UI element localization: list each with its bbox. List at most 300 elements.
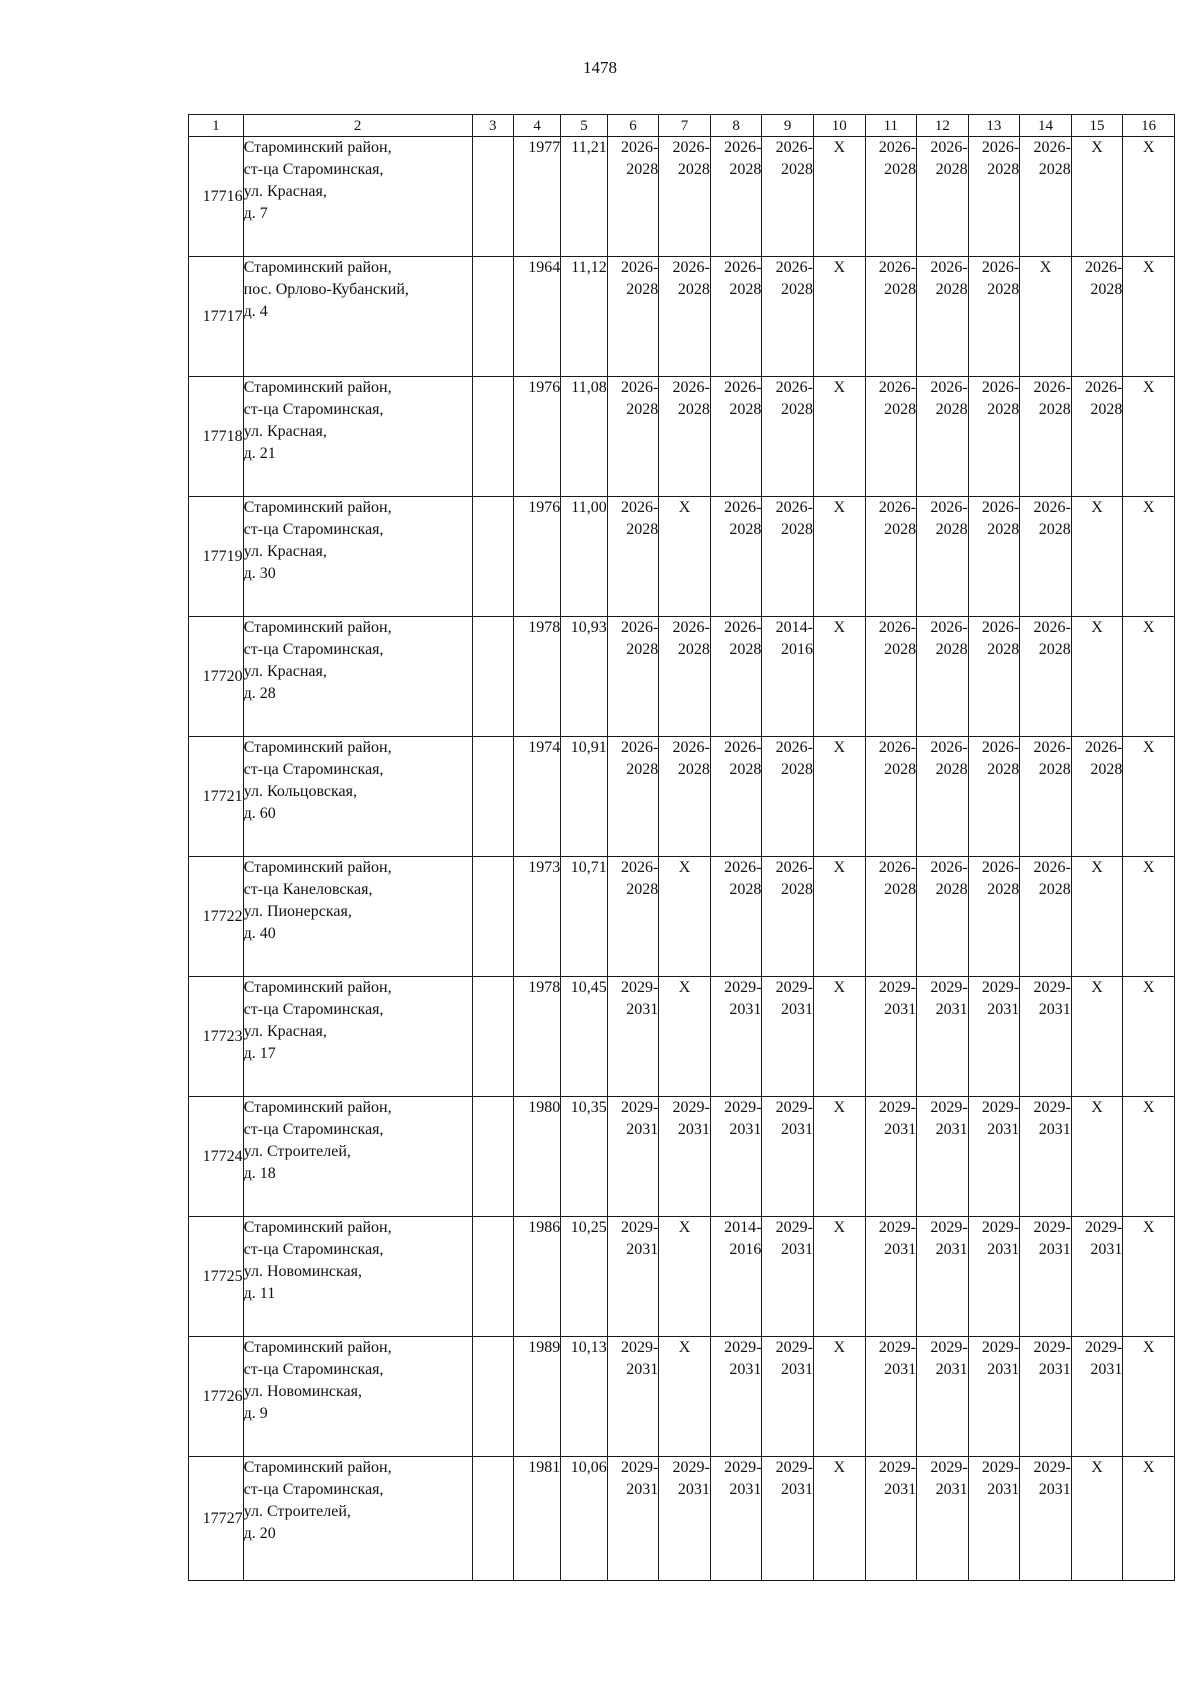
period-line: 2031	[1038, 1481, 1071, 1498]
table-row	[189, 617, 1175, 737]
period-line: 2029-	[775, 1219, 813, 1236]
not-applicable-cell	[813, 737, 865, 857]
x-mark: X	[833, 1339, 846, 1356]
period-cell	[607, 1337, 659, 1457]
period-cell	[607, 377, 659, 497]
period-line: 2026-	[672, 379, 710, 396]
not-applicable-cell	[1123, 977, 1175, 1097]
x-mark: X	[678, 979, 691, 996]
period-line: 2026-	[930, 379, 968, 396]
period-line: 2026-	[930, 499, 968, 516]
header-row	[189, 115, 1175, 137]
address-line: ул. Красная,	[243, 183, 327, 200]
period-cell	[917, 1217, 969, 1337]
period-line: 2026-	[878, 379, 917, 396]
period-cell	[917, 617, 969, 737]
x-mark: X	[833, 1459, 846, 1476]
period-line: 2028	[780, 761, 813, 778]
column-header-6: 6	[607, 115, 659, 137]
row-number: 17719	[189, 497, 244, 617]
column-header-4: 4	[513, 115, 560, 137]
address-line: ст-ца Староминская,	[243, 641, 384, 658]
address-line: д. 17	[243, 1045, 276, 1062]
period-cell	[659, 617, 711, 737]
period-cell	[917, 1097, 969, 1217]
x-mark: X	[1142, 739, 1155, 756]
not-applicable-cell	[813, 1097, 865, 1217]
period-cell	[710, 1217, 762, 1337]
period-line: 2026-	[1033, 619, 1071, 636]
not-applicable-cell	[813, 1337, 865, 1457]
period-line: 2031	[987, 1481, 1020, 1498]
period-line: 2026-	[620, 499, 659, 516]
period-line: 2029-	[724, 1339, 762, 1356]
not-applicable-cell	[1123, 1457, 1175, 1581]
address-cell	[243, 377, 472, 497]
column-3-cell	[472, 1217, 513, 1337]
period-line: 2031	[729, 1481, 762, 1498]
period-cell	[1020, 977, 1072, 1097]
period-line: 2029-	[981, 1099, 1020, 1116]
x-mark: X	[1142, 259, 1155, 276]
period-cell	[710, 857, 762, 977]
period-line: 2029-	[775, 1099, 813, 1116]
row-number: 17722	[189, 857, 244, 977]
period-cell	[865, 497, 917, 617]
period-cell	[710, 1337, 762, 1457]
x-mark: X	[1142, 1339, 1155, 1356]
period-line: 2028	[884, 761, 917, 778]
column-header-8: 8	[710, 115, 762, 137]
not-applicable-cell	[813, 497, 865, 617]
period-cell	[1020, 617, 1072, 737]
period-line: 2026-	[981, 619, 1020, 636]
not-applicable-cell	[1071, 977, 1123, 1097]
x-mark: X	[678, 1219, 691, 1236]
period-line: 2028	[884, 281, 917, 298]
period-line: 2029-	[1033, 1459, 1071, 1476]
not-applicable-cell	[1071, 617, 1123, 737]
period-line: 2031	[884, 1121, 917, 1138]
period-line: 2028	[884, 161, 917, 178]
period-line: 2029-	[775, 1339, 813, 1356]
housing-register-table	[188, 114, 1175, 1581]
not-applicable-cell	[659, 497, 711, 617]
period-line: 2026-	[775, 139, 813, 156]
address-line: д. 21	[243, 445, 276, 462]
table-row	[189, 257, 1175, 377]
period-cell	[917, 737, 969, 857]
not-applicable-cell	[1123, 1337, 1175, 1457]
not-applicable-cell	[1123, 617, 1175, 737]
period-line: 2029-	[620, 979, 659, 996]
period-line: 2028	[677, 281, 710, 298]
address-line: д. 60	[243, 805, 276, 822]
year-cell: 1977	[513, 137, 560, 257]
period-line: 2028	[935, 881, 968, 898]
period-line: 2031	[626, 1361, 659, 1378]
address-cell	[243, 1217, 472, 1337]
period-line: 2028	[729, 161, 762, 178]
period-line: 2028	[780, 401, 813, 418]
period-cell	[659, 377, 711, 497]
column-header-12: 12	[917, 115, 969, 137]
period-line: 2028	[677, 641, 710, 658]
period-cell	[762, 137, 814, 257]
period-cell	[659, 737, 711, 857]
period-line: 2026-	[775, 379, 813, 396]
period-cell	[607, 1217, 659, 1337]
period-line: 2026-	[724, 139, 762, 156]
x-mark: X	[1091, 499, 1103, 516]
address-line: ст-ца Канеловская,	[243, 881, 373, 898]
period-line: 2031	[935, 1361, 968, 1378]
period-line: 2029-	[930, 1459, 968, 1476]
address-line: д. 11	[243, 1285, 276, 1302]
period-line: 2029-	[878, 1339, 917, 1356]
period-line: 2029-	[620, 1099, 659, 1116]
period-cell	[607, 137, 659, 257]
period-line: 2028	[780, 281, 813, 298]
period-line: 2028	[935, 761, 968, 778]
period-line: 2028	[780, 881, 813, 898]
period-cell	[710, 977, 762, 1097]
period-cell	[917, 977, 969, 1097]
period-line: 2026-	[930, 619, 968, 636]
not-applicable-cell	[1123, 137, 1175, 257]
address-cell	[243, 977, 472, 1097]
period-line: 2031	[729, 1361, 762, 1378]
period-line: 2031	[884, 1241, 917, 1258]
period-line: 2016	[729, 1241, 762, 1258]
column-3-cell	[472, 497, 513, 617]
not-applicable-cell	[1071, 137, 1123, 257]
period-line: 2028	[987, 881, 1020, 898]
period-line: 2028	[935, 401, 968, 418]
period-line: 2031	[729, 1121, 762, 1138]
address-line: ул. Новоминская,	[243, 1383, 362, 1400]
period-line: 2031	[884, 1001, 917, 1018]
period-line: 2028	[884, 521, 917, 538]
period-line: 2026-	[620, 139, 659, 156]
period-line: 2029-	[1033, 1099, 1071, 1116]
x-mark: X	[1142, 139, 1155, 156]
value-cell: 11,00	[561, 497, 607, 617]
period-line: 2028	[935, 281, 968, 298]
period-cell	[865, 857, 917, 977]
period-line: 2031	[1038, 1121, 1071, 1138]
address-line: д. 7	[243, 205, 268, 222]
x-mark: X	[678, 859, 691, 876]
period-line: 2028	[987, 641, 1020, 658]
period-line: 2028	[626, 521, 659, 538]
period-cell	[762, 1097, 814, 1217]
table-row	[189, 1337, 1175, 1457]
row-number: 17726	[189, 1337, 244, 1457]
not-applicable-cell	[813, 857, 865, 977]
period-line: 2026-	[930, 859, 968, 876]
x-mark: X	[1091, 619, 1103, 636]
not-applicable-cell	[813, 1217, 865, 1337]
period-cell	[659, 257, 711, 377]
period-line: 2026-	[930, 739, 968, 756]
year-cell: 1981	[513, 1457, 560, 1581]
not-applicable-cell	[1123, 1097, 1175, 1217]
period-line: 2028	[1090, 401, 1123, 418]
not-applicable-cell	[1123, 497, 1175, 617]
column-header-7: 7	[659, 115, 711, 137]
not-applicable-cell	[659, 1217, 711, 1337]
period-line: 2031	[780, 1241, 813, 1258]
x-mark: X	[833, 499, 846, 516]
column-header-15: 15	[1071, 115, 1123, 137]
period-line: 2026-	[981, 739, 1020, 756]
period-line: 2029-	[724, 979, 762, 996]
period-line: 2031	[677, 1481, 710, 1498]
x-mark: X	[1142, 1459, 1155, 1476]
period-line: 2031	[1090, 1361, 1123, 1378]
address-line: д. 9	[243, 1405, 268, 1422]
period-cell	[762, 1337, 814, 1457]
address-line: ст-ца Староминская,	[243, 521, 384, 538]
period-cell	[917, 137, 969, 257]
period-line: 2026-	[981, 259, 1020, 276]
period-line: 2031	[1038, 1361, 1071, 1378]
table-body	[189, 137, 1175, 1581]
period-cell	[710, 137, 762, 257]
period-cell	[710, 1457, 762, 1581]
period-cell	[607, 977, 659, 1097]
x-mark: X	[1142, 379, 1155, 396]
address-line: ст-ца Староминская,	[243, 1001, 384, 1018]
period-cell	[968, 617, 1020, 737]
period-line: 2028	[987, 401, 1020, 418]
period-line: 2031	[626, 1121, 659, 1138]
period-cell	[917, 857, 969, 977]
value-cell: 10,93	[561, 617, 607, 737]
period-line: 2028	[729, 761, 762, 778]
period-line: 2026-	[620, 259, 659, 276]
year-cell: 1973	[513, 857, 560, 977]
period-cell	[865, 977, 917, 1097]
address-line: ул. Красная,	[243, 663, 327, 680]
period-line: 2026-	[620, 379, 659, 396]
column-3-cell	[472, 1457, 513, 1581]
address-line: д. 18	[243, 1165, 276, 1182]
address-line: ул. Красная,	[243, 1023, 327, 1040]
period-line: 2026-	[724, 739, 762, 756]
period-line: 2026-	[775, 739, 813, 756]
value-cell: 11,12	[561, 257, 607, 377]
period-cell	[865, 257, 917, 377]
period-line: 2028	[729, 881, 762, 898]
x-mark: X	[1142, 1219, 1155, 1236]
period-line: 2026-	[620, 739, 659, 756]
period-line: 2031	[780, 1361, 813, 1378]
value-cell: 10,45	[561, 977, 607, 1097]
period-line: 2029-	[775, 1459, 813, 1476]
period-cell	[1020, 137, 1072, 257]
period-line: 2026-	[1085, 739, 1123, 756]
period-line: 2029-	[672, 1099, 710, 1116]
period-cell	[762, 617, 814, 737]
address-line: Староминский район,	[243, 859, 392, 876]
x-mark: X	[1142, 979, 1155, 996]
period-cell	[1020, 377, 1072, 497]
period-line: 2026-	[930, 139, 968, 156]
period-cell	[710, 497, 762, 617]
period-line: 2031	[780, 1481, 813, 1498]
address-line: д. 20	[243, 1525, 276, 1542]
period-cell	[659, 1457, 711, 1581]
period-line: 2026-	[672, 619, 710, 636]
period-line: 2029-	[1033, 979, 1071, 996]
period-cell	[659, 137, 711, 257]
period-cell	[865, 1337, 917, 1457]
period-line: 2026-	[1033, 739, 1071, 756]
address-cell	[243, 737, 472, 857]
x-mark: X	[833, 139, 846, 156]
period-cell	[865, 1097, 917, 1217]
column-3-cell	[472, 137, 513, 257]
not-applicable-cell	[1071, 1097, 1123, 1217]
row-number: 17718	[189, 377, 244, 497]
period-line: 2031	[626, 1481, 659, 1498]
page-number: 1478	[583, 58, 617, 77]
period-line: 2026-	[878, 859, 917, 876]
row-number: 17721	[189, 737, 244, 857]
not-applicable-cell	[1071, 497, 1123, 617]
period-line: 2028	[935, 521, 968, 538]
column-3-cell	[472, 1097, 513, 1217]
period-line: 2026-	[724, 499, 762, 516]
period-cell	[917, 1337, 969, 1457]
period-line: 2029-	[981, 1219, 1020, 1236]
value-cell: 10,25	[561, 1217, 607, 1337]
address-cell	[243, 617, 472, 737]
period-line: 2029-	[1033, 1339, 1071, 1356]
period-line: 2026-	[775, 499, 813, 516]
x-mark: X	[833, 859, 846, 876]
period-cell	[762, 977, 814, 1097]
address-line: ул. Красная,	[243, 423, 327, 440]
column-header-14: 14	[1020, 115, 1072, 137]
period-line: 2031	[729, 1001, 762, 1018]
period-line: 2028	[626, 281, 659, 298]
x-mark: X	[833, 739, 846, 756]
period-line: 2031	[935, 1001, 968, 1018]
period-cell	[607, 497, 659, 617]
period-line: 2028	[729, 401, 762, 418]
period-line: 2028	[626, 761, 659, 778]
period-cell	[607, 1097, 659, 1217]
period-cell	[1020, 1337, 1072, 1457]
address-line: ст-ца Староминская,	[243, 1241, 384, 1258]
address-line: Староминский район,	[243, 1459, 392, 1476]
not-applicable-cell	[1123, 377, 1175, 497]
period-line: 2029-	[878, 1459, 917, 1476]
address-cell	[243, 857, 472, 977]
not-applicable-cell	[813, 137, 865, 257]
period-line: 2026-	[878, 259, 917, 276]
period-line: 2031	[987, 1001, 1020, 1018]
row-number: 17720	[189, 617, 244, 737]
period-line: 2028	[1038, 761, 1071, 778]
period-line: 2026-	[981, 379, 1020, 396]
period-line: 2028	[780, 521, 813, 538]
period-cell	[917, 257, 969, 377]
value-cell: 11,08	[561, 377, 607, 497]
period-line: 2031	[987, 1121, 1020, 1138]
period-cell	[1071, 257, 1123, 377]
not-applicable-cell	[659, 977, 711, 1097]
period-cell	[917, 1457, 969, 1581]
period-line: 2029-	[1033, 1219, 1071, 1236]
period-line: 2028	[677, 761, 710, 778]
period-line: 2026-	[672, 739, 710, 756]
address-line: пос. Орлово-Кубанский,	[243, 281, 409, 298]
row-number: 17723	[189, 977, 244, 1097]
table-row	[189, 377, 1175, 497]
address-line: ул. Новоминская,	[243, 1263, 362, 1280]
period-cell	[968, 857, 1020, 977]
row-number: 17724	[189, 1097, 244, 1217]
period-cell	[968, 1337, 1020, 1457]
period-cell	[968, 257, 1020, 377]
period-line: 2031	[987, 1361, 1020, 1378]
address-line: Староминский район,	[243, 139, 392, 156]
period-cell	[917, 377, 969, 497]
period-cell	[968, 1217, 1020, 1337]
x-mark: X	[833, 379, 846, 396]
period-cell	[968, 497, 1020, 617]
period-line: 2028	[626, 881, 659, 898]
x-mark: X	[1039, 259, 1052, 276]
period-line: 2028	[1090, 761, 1123, 778]
x-mark: X	[678, 499, 691, 516]
period-line: 2029-	[878, 1219, 917, 1236]
year-cell: 1980	[513, 1097, 560, 1217]
address-line: ст-ца Староминская,	[243, 1361, 384, 1378]
period-line: 2028	[626, 641, 659, 658]
period-cell	[865, 1457, 917, 1581]
x-mark: X	[1091, 859, 1103, 876]
period-line: 2029-	[620, 1459, 659, 1476]
period-cell	[1071, 377, 1123, 497]
x-mark: X	[833, 979, 846, 996]
period-line: 2029-	[930, 1339, 968, 1356]
period-line: 2031	[626, 1001, 659, 1018]
not-applicable-cell	[1123, 1217, 1175, 1337]
table-row	[189, 857, 1175, 977]
period-line: 2031	[935, 1481, 968, 1498]
address-line: д. 30	[243, 565, 276, 582]
period-cell	[865, 617, 917, 737]
period-cell	[607, 737, 659, 857]
period-line: 2029-	[981, 1459, 1020, 1476]
not-applicable-cell	[659, 857, 711, 977]
address-line: ул. Строителей,	[243, 1503, 351, 1520]
period-cell	[968, 1097, 1020, 1217]
address-line: Староминский район,	[243, 979, 392, 996]
period-cell	[1020, 1457, 1072, 1581]
period-cell	[968, 137, 1020, 257]
not-applicable-cell	[1071, 1457, 1123, 1581]
period-line: 2026-	[620, 859, 659, 876]
period-line: 2029-	[724, 1099, 762, 1116]
period-line: 2028	[987, 161, 1020, 178]
column-header-10: 10	[813, 115, 865, 137]
